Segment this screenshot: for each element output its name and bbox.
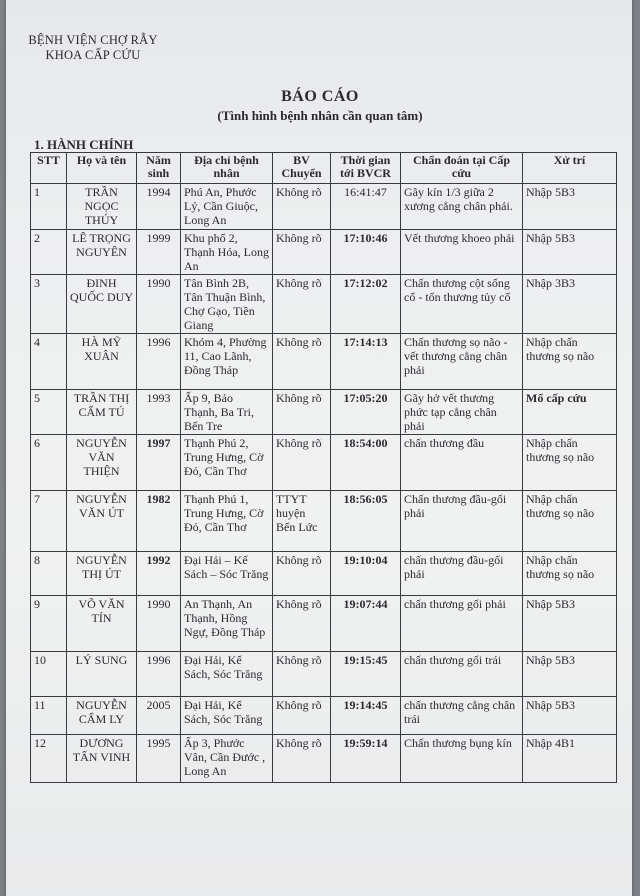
row-address: Khu phố 2, Thạnh Hóa, Long An (181, 230, 273, 275)
patient-table (30, 152, 617, 783)
row-transfer-hospital: Không rõ (273, 596, 331, 652)
row-diagnosis: Vết thương khoeo phải (401, 230, 523, 275)
row-address: An Thạnh, An Thạnh, Hồng Ngự, Đồng Tháp (181, 596, 273, 652)
row-stt: 10 (31, 652, 67, 697)
department-name: KHOA CẤP CỨU (45, 48, 141, 62)
row-birth-year: 1990 (137, 275, 181, 334)
row-transfer-hospital: Không rõ (273, 230, 331, 275)
row-address: Đại Hải – Kế Sách – Sóc Trăng (181, 552, 273, 596)
row-name: NGUYỄN VĂN THIỆN (67, 435, 137, 491)
row-transfer-hospital: Không rõ (273, 184, 331, 230)
row-address: Đại Hải, Kế Sách, Sóc Trăng (181, 697, 273, 735)
row-arrival-time: 19:14:45 (331, 697, 401, 735)
row-treatment: Nhập 4B1 (523, 735, 617, 783)
row-diagnosis: Gãy hở vết thương phức tạp cẳng chân phải (401, 390, 523, 435)
row-name: LÊ TRỌNG NGUYÊN (67, 230, 137, 275)
row-birth-year: 1997 (137, 435, 181, 491)
row-stt: 9 (31, 596, 67, 652)
column-header-address: Địa chỉ bệnh nhân (181, 153, 273, 184)
column-header-transfer-hospital: BV Chuyển (273, 153, 331, 184)
row-diagnosis: Chấn thương bụng kín (401, 735, 523, 783)
row-address: Khóm 4, Phường 11, Cao Lãnh, Đồng Tháp (181, 334, 273, 390)
row-birth-year: 1996 (137, 334, 181, 390)
row-transfer-hospital: Không rõ (273, 735, 331, 783)
row-arrival-time: 19:15:45 (331, 652, 401, 697)
row-birth-year: 2005 (137, 697, 181, 735)
row-stt: 4 (31, 334, 67, 390)
row-treatment: Nhập 5B3 (523, 596, 617, 652)
row-arrival-time: 19:59:14 (331, 735, 401, 783)
row-stt: 11 (31, 697, 67, 735)
row-treatment: Nhập chấn thương sọ não (523, 491, 617, 552)
row-address: Ấp 9, Bảo Thạnh, Ba Tri, Bến Tre (181, 390, 273, 435)
row-diagnosis: chấn thương gối trái (401, 652, 523, 697)
row-stt: 5 (31, 390, 67, 435)
hospital-name: BỆNH VIỆN CHỢ RẪY (28, 33, 158, 47)
row-address: Phú An, Phước Lý, Cần Giuộc, Long An (181, 184, 273, 230)
row-address: Ấp 3, Phước Vân, Cần Đước , Long An (181, 735, 273, 783)
report-subtitle: (Tình hình bệnh nhân cần quan tâm) (217, 108, 423, 123)
row-transfer-hospital: Không rõ (273, 275, 331, 334)
row-address: Đại Hải, Kế Sách, Sóc Trăng (181, 652, 273, 697)
row-treatment: Nhập chấn thương sọ não (523, 435, 617, 491)
row-name: LÝ SUNG (67, 652, 137, 697)
row-name: HÀ MỸ XUÂN (67, 334, 137, 390)
row-diagnosis: chấn thương đầu-gối phải (401, 552, 523, 596)
row-transfer-hospital: Không rõ (273, 334, 331, 390)
table-row (31, 435, 617, 491)
column-header-treatment: Xử trí (523, 153, 617, 184)
row-address: Thạnh Phú 2, Trung Hưng, Cờ Đỏ, Cần Thơ (181, 435, 273, 491)
row-arrival-time: 19:07:44 (331, 596, 401, 652)
row-transfer-hospital: Không rõ (273, 390, 331, 435)
table-row (31, 735, 617, 783)
row-stt: 3 (31, 275, 67, 334)
row-arrival-time: 17:10:46 (331, 230, 401, 275)
table-row (31, 552, 617, 596)
row-diagnosis: Chấn thương sọ não - vết thương cẳng chân phải (401, 334, 523, 390)
row-treatment: Nhập 5B3 (523, 652, 617, 697)
row-transfer-hospital: Không rõ (273, 652, 331, 697)
row-arrival-time: 18:56:05 (331, 491, 401, 552)
row-name: NGUYỄN VĂN ÚT (67, 491, 137, 552)
row-arrival-time: 19:10:04 (331, 552, 401, 596)
row-stt: 8 (31, 552, 67, 596)
hospital-header (28, 33, 158, 63)
row-transfer-hospital: TTYT huyện Bến Lức (273, 491, 331, 552)
row-name: NGUYỄN CẨM LY (67, 697, 137, 735)
row-diagnosis: chấn thương gối phải (401, 596, 523, 652)
row-birth-year: 1992 (137, 552, 181, 596)
column-header-name: Họ và tên (67, 153, 137, 184)
column-header-diagnosis: Chẩn đoán tại Cấp cứu (401, 153, 523, 184)
row-address: Thạnh Phú 1, Trung Hưng, Cờ Đỏ, Cần Thơ (181, 491, 273, 552)
row-name: TRẦN THỊ CẨM TÚ (67, 390, 137, 435)
report-title: BÁO CÁO (281, 88, 359, 105)
row-treatment: Nhập 5B3 (523, 230, 617, 275)
row-birth-year: 1995 (137, 735, 181, 783)
row-stt: 7 (31, 491, 67, 552)
row-treatment: Mổ cấp cứu (523, 390, 617, 435)
row-diagnosis: chấn thương đầu (401, 435, 523, 491)
table-row (31, 334, 617, 390)
row-transfer-hospital: Không rõ (273, 552, 331, 596)
row-transfer-hospital: Không rõ (273, 435, 331, 491)
table-row (31, 390, 617, 435)
row-birth-year: 1996 (137, 652, 181, 697)
table-row (31, 596, 617, 652)
row-name: ĐINH QUỐC DUY (67, 275, 137, 334)
row-treatment: Nhập chấn thương sọ não (523, 552, 617, 596)
row-treatment: Nhập chấn thương sọ não (523, 334, 617, 390)
row-birth-year: 1999 (137, 230, 181, 275)
table-row (31, 275, 617, 334)
row-name: NGUYỄN THỊ ÚT (67, 552, 137, 596)
column-header-arrival-time: Thời gian tới BVCR (331, 153, 401, 184)
row-transfer-hospital: Không rõ (273, 697, 331, 735)
table-row (31, 184, 617, 230)
row-name: DƯƠNG TẤN VINH (67, 735, 137, 783)
row-birth-year: 1993 (137, 390, 181, 435)
row-arrival-time: 17:14:13 (331, 334, 401, 390)
row-diagnosis: Chấn thương cột sống cổ - tổn thương tủy cổ (401, 275, 523, 334)
column-header-birth-year: Năm sinh (137, 153, 181, 184)
row-treatment: Nhập 3B3 (523, 275, 617, 334)
row-arrival-time: 17:05:20 (331, 390, 401, 435)
table-row (31, 491, 617, 552)
table-body (31, 184, 617, 783)
row-birth-year: 1994 (137, 184, 181, 230)
row-stt: 12 (31, 735, 67, 783)
row-stt: 1 (31, 184, 67, 230)
row-arrival-time: 18:54:00 (331, 435, 401, 491)
table-header-row (31, 153, 617, 184)
row-diagnosis: Chấn thương đầu-gối phải (401, 491, 523, 552)
table-row (31, 697, 617, 735)
row-stt: 2 (31, 230, 67, 275)
row-arrival-time: 17:12:02 (331, 275, 401, 334)
row-arrival-time: 16:41:47 (331, 184, 401, 230)
row-diagnosis: Gãy kín 1/3 giữa 2 xương cẳng chân phải. (401, 184, 523, 230)
row-treatment: Nhập 5B3 (523, 697, 617, 735)
section-heading: 1. HÀNH CHÍNH (34, 137, 134, 152)
row-diagnosis: chấn thương cẳng chân trái (401, 697, 523, 735)
row-stt: 6 (31, 435, 67, 491)
row-birth-year: 1990 (137, 596, 181, 652)
row-address: Tân Bình 2B, Tân Thuận Bình, Chợ Gạo, Tiền Giang (181, 275, 273, 334)
row-name: VÕ VĂN TÍN (67, 596, 137, 652)
row-name: TRẦN NGỌC THÚY (67, 184, 137, 230)
table-row (31, 652, 617, 697)
row-treatment: Nhập 5B3 (523, 184, 617, 230)
table-row (31, 230, 617, 275)
row-birth-year: 1982 (137, 491, 181, 552)
column-header-stt: STT (31, 153, 67, 184)
